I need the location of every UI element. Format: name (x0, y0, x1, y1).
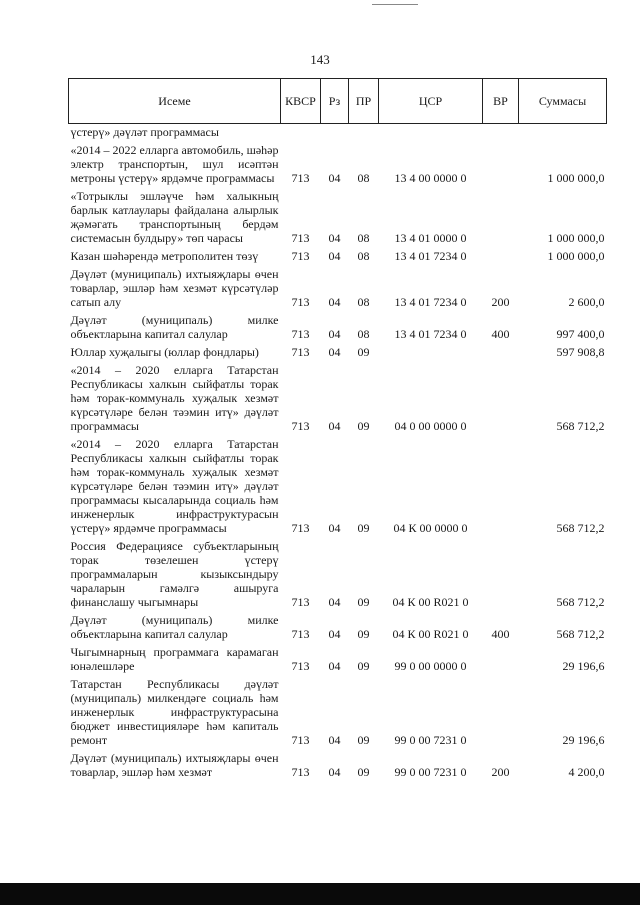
row-amount (519, 124, 607, 143)
table-row (69, 644, 607, 676)
row-amount: 997 400,0 (556, 327, 605, 341)
row-kvsr: 713 (291, 419, 310, 433)
row-kvsr: 713 (291, 733, 310, 747)
table-row (69, 188, 607, 248)
row-pr: 09 (357, 659, 370, 673)
row-pr: 09 (357, 595, 370, 609)
row-kvsr: 713 (291, 295, 310, 309)
row-pr: 08 (357, 249, 370, 263)
row-amount: 1 000 000,0 (547, 249, 605, 263)
row-csr: 04 К 00 0000 0 (393, 521, 468, 535)
row-name: үстерү» дәүләт программасы (70, 125, 219, 139)
row-vr (483, 436, 519, 538)
header-pr: ПР (349, 79, 379, 124)
row-csr: 13 4 01 7234 0 (394, 249, 467, 263)
row-vr: 400 (491, 327, 510, 341)
row-rz: 04 (328, 765, 341, 779)
row-amount: 568 712,2 (556, 595, 605, 609)
row-amount: 1 000 000,0 (547, 231, 605, 245)
row-name: «2014 – 2020 елларга Татарстан Республикасы халкын сыйфатлы торак һәм торак-коммуналь хуҗалык хезмәт күрсәтүләре белән тәэмин итү» дәүләт программасы кысаларында социаль һәм инженерлык инфраструктурасын үстерү» ярдәмче программасы (70, 437, 279, 535)
row-pr (349, 124, 379, 143)
table-row (69, 612, 607, 644)
row-rz: 04 (328, 627, 341, 641)
row-pr: 09 (357, 765, 370, 779)
row-csr (379, 124, 483, 143)
row-vr (483, 188, 519, 248)
row-name: «2014 – 2020 елларга Татарстан Республикасы халкын сыйфатлы торак һәм торак-коммуналь хуҗалык хезмәт күрсәтүләре белән тәэмин итү» дәүләт программасы (70, 363, 279, 433)
header-rz: Рз (321, 79, 349, 124)
row-rz: 04 (328, 231, 341, 245)
row-vr (483, 676, 519, 750)
row-rz: 04 (328, 249, 341, 263)
row-kvsr (281, 124, 321, 143)
row-name: Юллар хуҗалыгы (юллар фондлары) (70, 345, 259, 359)
table-header-row (69, 79, 607, 124)
row-name: Казан шәһәрендә метрополитен төзү (70, 249, 259, 263)
scan-artifact-line (372, 4, 418, 5)
page-number: 143 (310, 52, 330, 67)
row-name: Чыгымнарның программага карамаган юнәлешләре (70, 645, 279, 673)
row-vr (483, 142, 519, 188)
table-row (69, 266, 607, 312)
row-vr: 400 (491, 627, 510, 641)
row-pr: 09 (357, 345, 370, 359)
row-amount: 568 712,2 (556, 419, 605, 433)
row-pr: 09 (357, 627, 370, 641)
row-pr: 08 (357, 171, 370, 185)
header-vr: ВР (483, 79, 519, 124)
header-amount: Суммасы (519, 79, 607, 124)
row-vr: 200 (491, 765, 510, 779)
row-csr: 04 К 00 R021 0 (392, 595, 469, 609)
table-row (69, 362, 607, 436)
row-name: Дәүләт (муниципаль) милке объектларына капитал салулар (70, 613, 279, 641)
row-rz: 04 (328, 659, 341, 673)
row-amount: 568 712,2 (556, 627, 605, 641)
row-vr (483, 538, 519, 612)
table-row (69, 312, 607, 344)
row-amount: 29 196,6 (562, 659, 605, 673)
table-row (69, 750, 607, 782)
scan-border (0, 883, 640, 905)
row-kvsr: 713 (291, 521, 310, 535)
row-csr: 13 4 01 0000 0 (394, 231, 467, 245)
row-rz: 04 (328, 733, 341, 747)
row-csr: 99 0 00 7231 0 (394, 733, 467, 747)
row-rz: 04 (328, 327, 341, 341)
header-csr: ЦСР (379, 79, 483, 124)
row-rz (321, 124, 349, 143)
row-pr: 08 (357, 327, 370, 341)
row-csr: 13 4 01 7234 0 (394, 327, 467, 341)
row-rz: 04 (328, 419, 341, 433)
row-name: Татарстан Республикасы дәүләт (муниципаль) милкендәге социаль һәм инженерлык инфраструктурасына бюджет инвестицияләре һәм капиталь ремонт (70, 677, 279, 747)
row-rz: 04 (328, 295, 341, 309)
row-kvsr: 713 (291, 249, 310, 263)
row-name: «2014 – 2022 елларга автомобиль, шәһәр электр транспортын, шул исәптән метроны үстерү» ярдәмче программасы (70, 143, 279, 185)
table-row (69, 538, 607, 612)
table-row (69, 344, 607, 362)
row-kvsr: 713 (291, 659, 310, 673)
row-pr: 08 (357, 231, 370, 245)
row-kvsr: 713 (291, 231, 310, 245)
row-kvsr: 713 (291, 627, 310, 641)
row-kvsr: 713 (291, 327, 310, 341)
row-pr: 09 (357, 521, 370, 535)
row-vr (483, 644, 519, 676)
row-amount: 4 200,0 (568, 765, 605, 779)
row-csr: 13 4 00 0000 0 (394, 171, 467, 185)
table-row (69, 676, 607, 750)
row-rz: 04 (328, 521, 341, 535)
row-name: Дәүләт (муниципаль) милке объектларына капитал салулар (70, 313, 279, 341)
table-row (69, 248, 607, 266)
row-pr: 08 (357, 295, 370, 309)
row-csr: 99 0 00 0000 0 (394, 659, 467, 673)
row-csr: 04 К 00 R021 0 (392, 627, 469, 641)
budget-table (68, 78, 607, 782)
row-kvsr: 713 (291, 595, 310, 609)
row-vr (483, 362, 519, 436)
row-csr: 13 4 01 7234 0 (394, 295, 467, 309)
row-name: «Тотрыклы эшләүче һәм халыкның барлык катлаулары файдалана алырлык җәмәгать транспортының бердәм системасын булдыру» төп чарасы (70, 189, 279, 245)
row-rz: 04 (328, 595, 341, 609)
row-csr (379, 344, 483, 362)
row-vr: 200 (491, 295, 510, 309)
row-pr: 09 (357, 733, 370, 747)
row-name: Дәүләт (муниципаль) ихтыяҗлары өчен товарлар, эшләр һәм хезмәт күрсәтүләр сатып алу (70, 267, 279, 309)
row-rz: 04 (328, 345, 341, 359)
table-row (69, 142, 607, 188)
row-csr: 99 0 00 7231 0 (394, 765, 467, 779)
row-amount: 1 000 000,0 (547, 171, 605, 185)
row-vr (483, 344, 519, 362)
row-rz: 04 (328, 171, 341, 185)
row-amount: 568 712,2 (556, 521, 605, 535)
row-csr: 04 0 00 0000 0 (394, 419, 467, 433)
row-amount: 2 600,0 (568, 295, 605, 309)
row-vr (483, 248, 519, 266)
row-vr (483, 124, 519, 143)
row-kvsr: 713 (291, 171, 310, 185)
row-kvsr: 713 (291, 765, 310, 779)
table-row (69, 436, 607, 538)
row-kvsr: 713 (291, 345, 310, 359)
row-name: Дәүләт (муниципаль) ихтыяҗлары өчен товарлар, эшләр һәм хезмәт (70, 751, 279, 779)
row-pr: 09 (357, 419, 370, 433)
row-amount: 29 196,6 (562, 733, 605, 747)
header-name: Исеме (69, 79, 281, 124)
row-amount: 597 908,8 (556, 345, 605, 359)
header-kvsr: КВСР (281, 79, 321, 124)
table-row (69, 124, 607, 143)
row-name: Россия Федерациясе субъектларының торак төзелешен үстерү программаларын кызыксындыру чараларын гамәлгә ашыруга финанслашу чыгымнары (70, 539, 279, 609)
